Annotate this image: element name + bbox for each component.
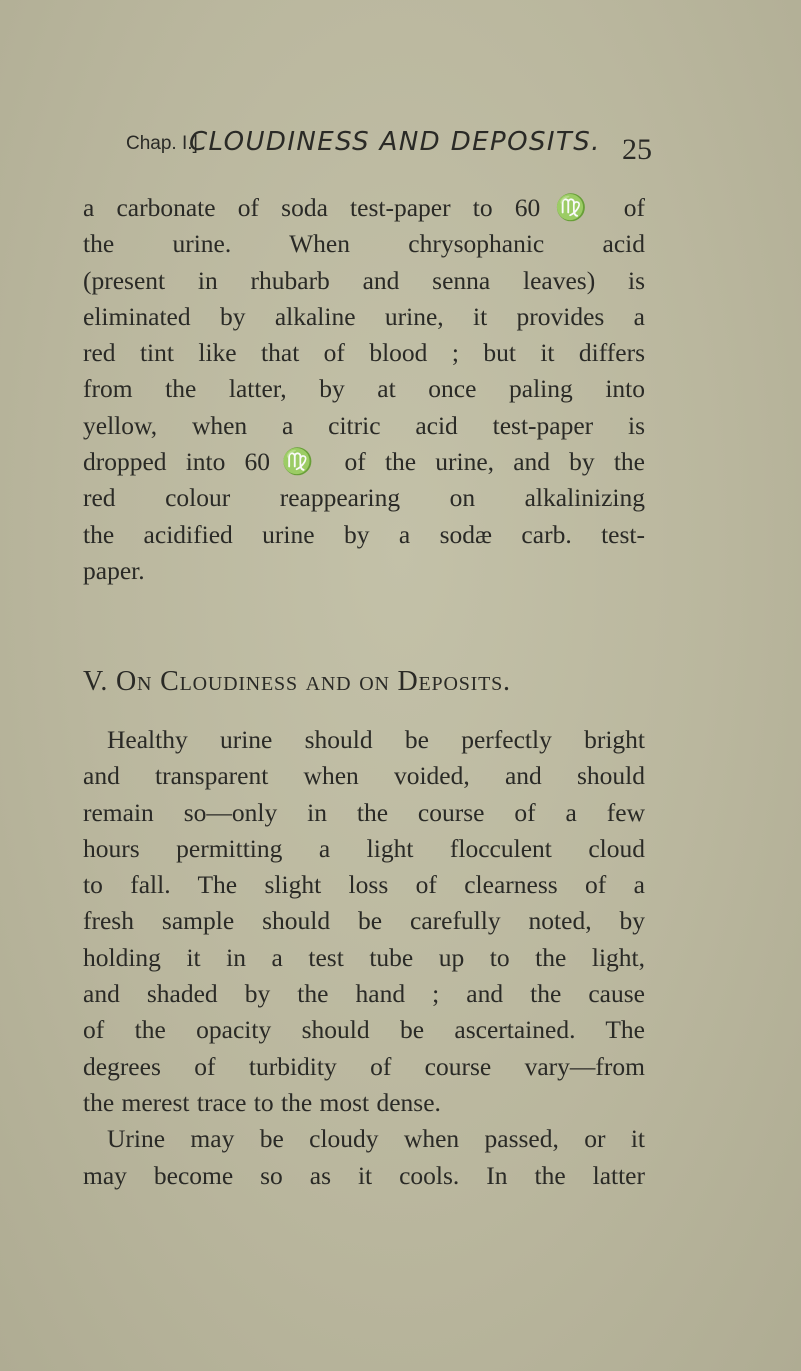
- text-line: to fall. The slight loss of clearness of a: [83, 870, 645, 900]
- section-heading: [83, 666, 645, 698]
- page-number: 25: [622, 133, 652, 166]
- text-line: of the opacity should be ascertained. The: [83, 1015, 645, 1045]
- section-title: On Cloudiness and on Deposits.: [116, 666, 511, 697]
- text-line: red tint like that of blood ; but it differs: [83, 338, 645, 368]
- text-line: the urine. When chrysophanic acid: [83, 229, 645, 259]
- running-head: [126, 127, 666, 167]
- text-line: yellow, when a citric acid test-paper is: [83, 410, 645, 440]
- text-line: Urine may be cloudy when passed, or it: [107, 1124, 645, 1154]
- text-line: fresh sample should be carefully noted, by: [83, 906, 645, 936]
- text-line: from the latter, by at once paling into: [83, 374, 645, 404]
- text-line: a carbonate of soda test-paper to 60♍ of: [83, 193, 645, 222]
- text-line: (present in rhubarb and senna leaves) is: [83, 265, 645, 295]
- text-line: paper.: [83, 555, 145, 585]
- text-line: remain so—only in the course of a few: [83, 797, 645, 827]
- text-line: the acidified urine by a sodæ carb. test-: [83, 519, 645, 549]
- section-number: V.: [83, 666, 109, 697]
- text-line: and shaded by the hand ; and the cause: [83, 979, 645, 1009]
- text-line: dropped into 60♍ of the urine, and by the: [83, 447, 645, 477]
- text-line: may become so as it cools. In the latter: [83, 1160, 645, 1190]
- text-line: the merest trace to the most dense.: [83, 1087, 441, 1117]
- text-line: eliminated by alkaline urine, it provides a: [83, 301, 645, 331]
- running-title: CLOUDINESS AND DEPOSITS.: [189, 127, 601, 157]
- text-line: red colour reappearing on alkalinizing: [83, 483, 645, 513]
- text-line: Healthy urine should be perfectly bright: [107, 725, 645, 754]
- text-line: hours permitting a light flocculent cloud: [83, 833, 645, 863]
- paragraph-healthy-urine: [83, 722, 645, 1194]
- text-line: holding it in a test tube up to the light,: [83, 942, 645, 972]
- chapter-label: Chap. I.]: [126, 133, 198, 154]
- text-line: degrees of turbidity of course vary—from: [83, 1051, 645, 1081]
- text-line: and transparent when voided, and should: [83, 761, 645, 791]
- paragraph-chrysophanic-acid: [83, 190, 645, 589]
